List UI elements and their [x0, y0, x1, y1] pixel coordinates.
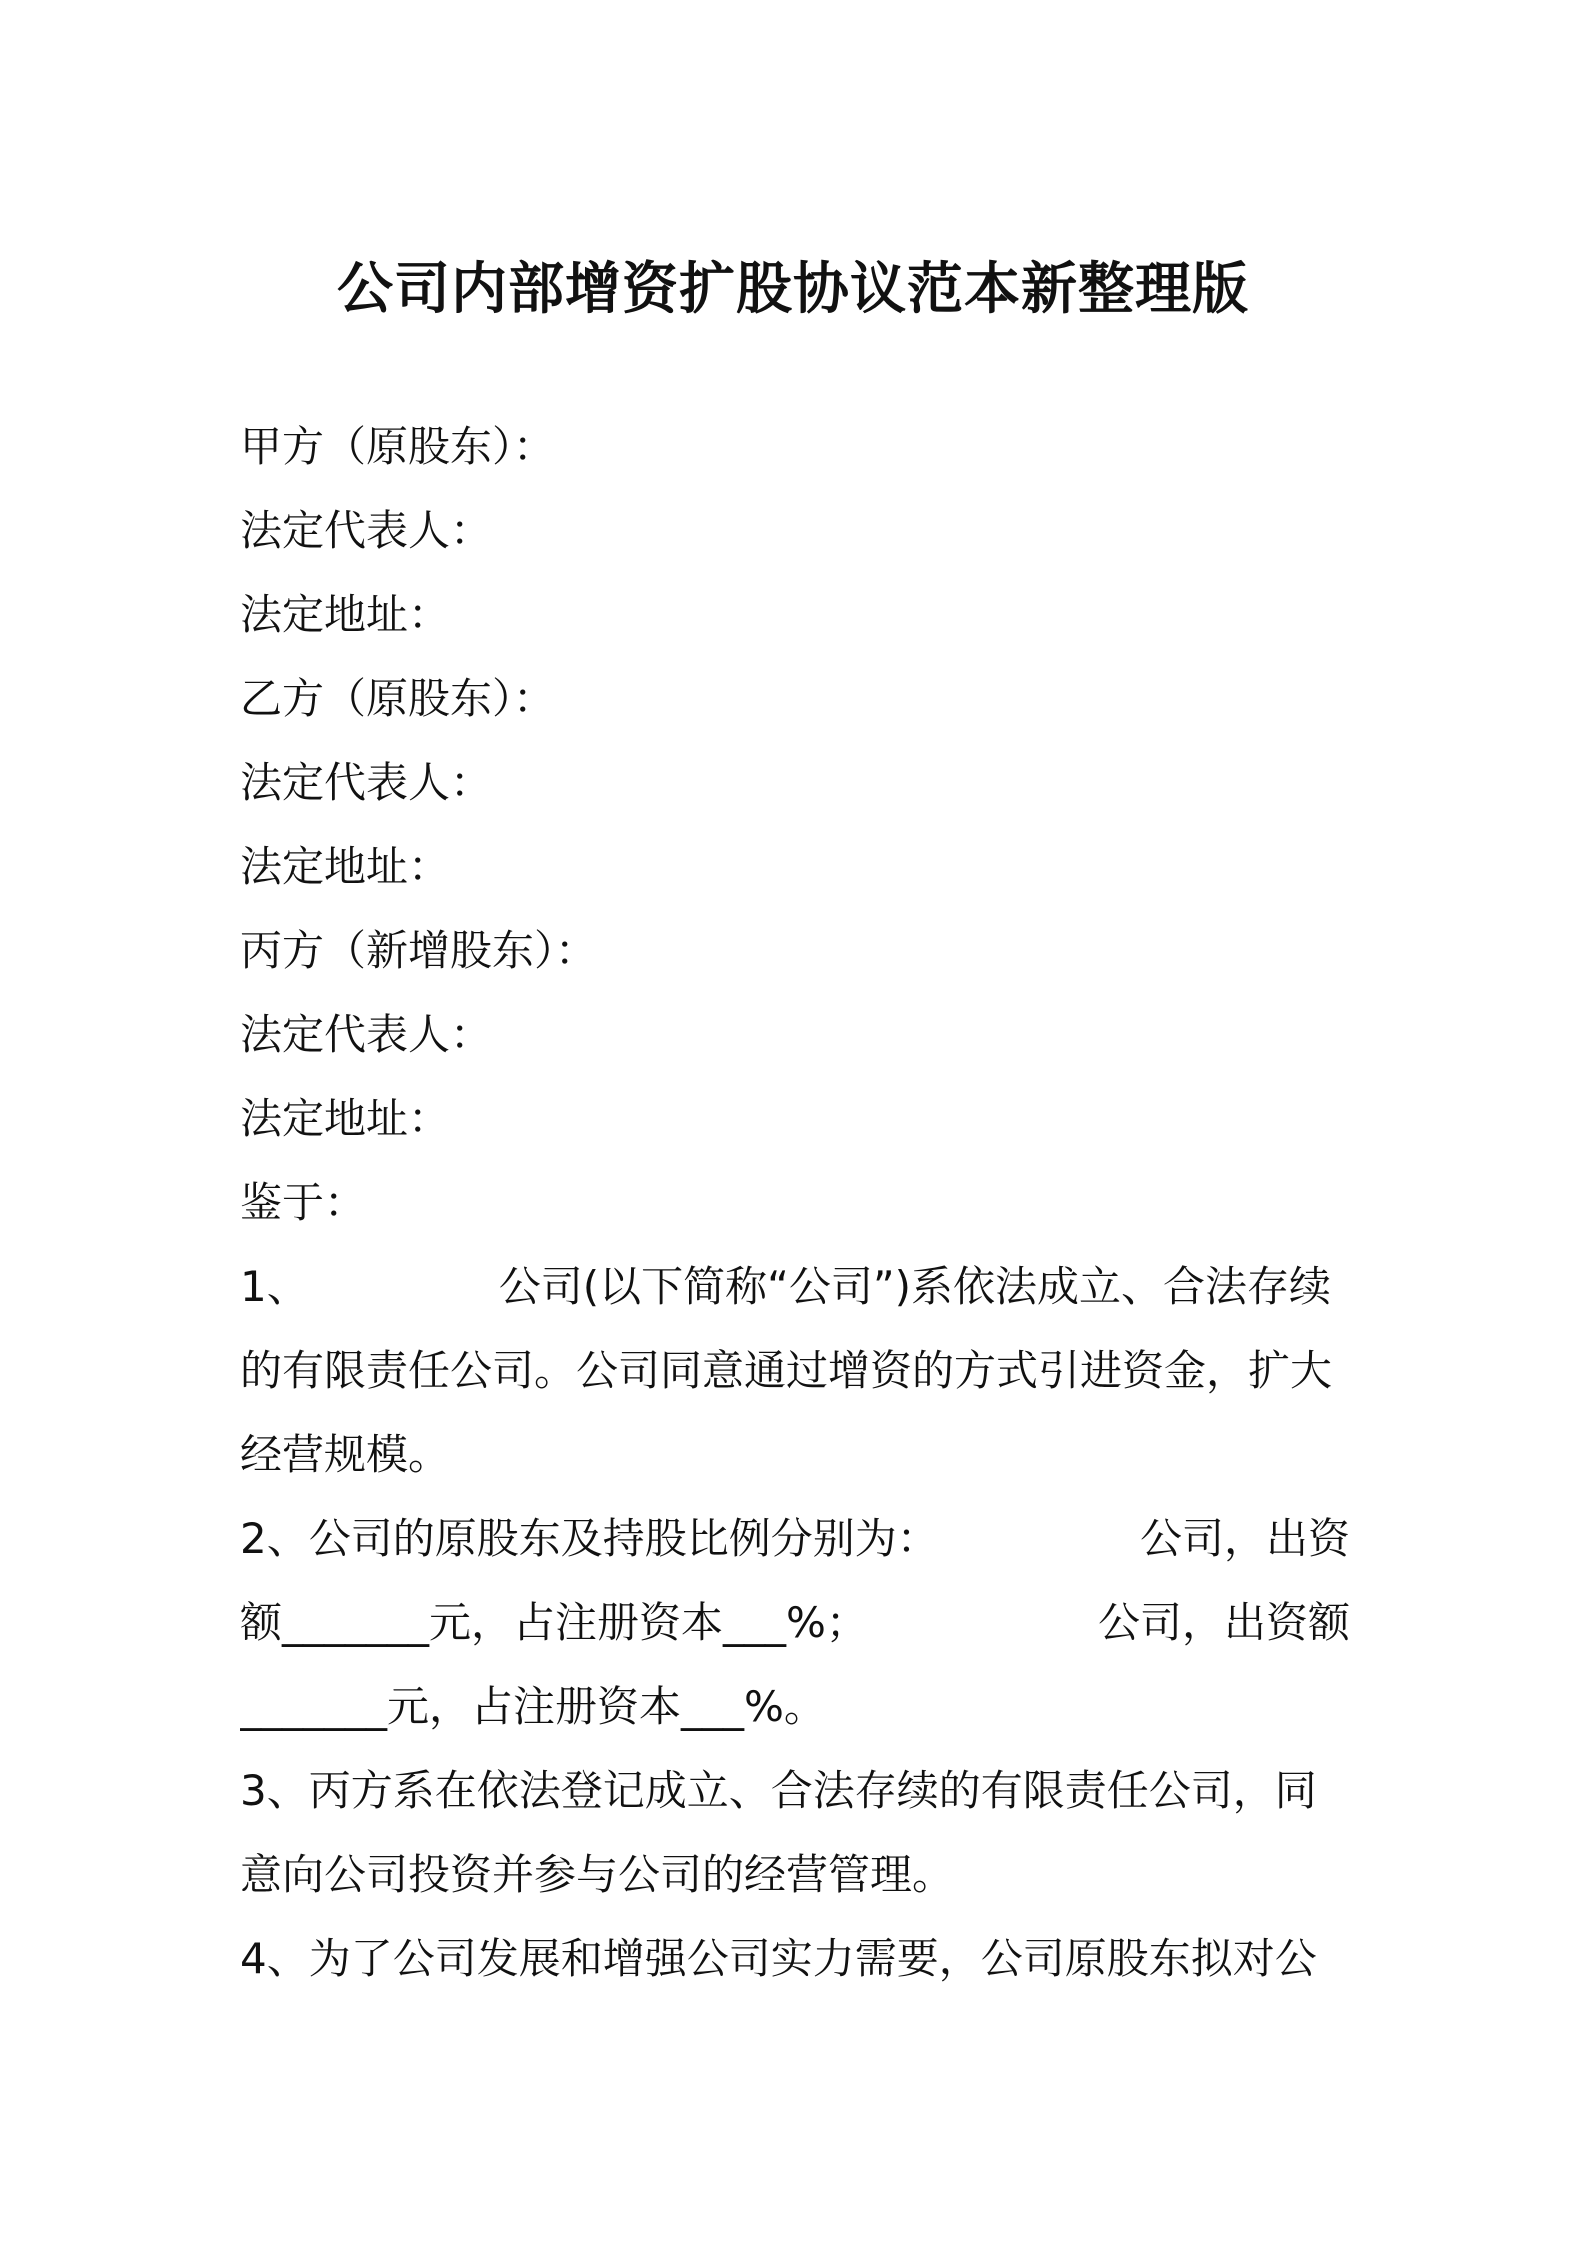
party-b-heading: 乙方（原股东）：: [240, 674, 556, 723]
clause-2-text: 2、公司的原股东及持股比例分别为：: [240, 1514, 939, 1563]
party-c-address: 法定地址：: [240, 1094, 451, 1143]
clause-2-tail: 公司，出资: [1139, 1514, 1350, 1563]
clause-4-line-1: 4、为了公司发展和增强公司实力需要，公司原股东拟对公: [240, 1934, 1317, 1983]
clause-2-amount-a: 额_______元，占注册资本___%；: [240, 1598, 868, 1647]
party-c-representative: 法定代表人：: [240, 1010, 493, 1059]
clause-1-number: 1、: [240, 1262, 309, 1311]
document-body: [240, 405, 1350, 2001]
clause-2-line-2: [240, 1581, 1350, 1665]
clause-2-company-b: 公司，出资额: [1097, 1598, 1350, 1647]
party-a-heading: 甲方（原股东）：: [240, 422, 556, 471]
clause-1-line-2: 的有限责任公司。公司同意通过增资的方式引进资金，扩大: [240, 1346, 1333, 1395]
whereas-heading: 鉴于：: [240, 1178, 367, 1227]
party-a-address: 法定地址：: [240, 590, 451, 639]
clause-1-text: 公司(以下简称“公司”)系依法成立、合法存续: [498, 1262, 1332, 1311]
party-b-address: 法定地址：: [240, 842, 451, 891]
document-title: 公司内部增资扩股协议范本新整理版: [337, 257, 1249, 322]
clause-2-line-1: [240, 1497, 1350, 1581]
party-b-representative: 法定代表人：: [240, 758, 493, 807]
clause-1-line-1: [240, 1245, 1350, 1329]
clause-1-line-3: 经营规模。: [240, 1430, 451, 1479]
clause-3-line-1: 3、丙方系在依法登记成立、合法存续的有限责任公司，同: [240, 1766, 1317, 1815]
clause-3-line-2: 意向公司投资并参与公司的经营管理。: [240, 1850, 955, 1899]
clause-2-line-3: _______元，占注册资本___%。: [240, 1682, 826, 1731]
party-a-representative: 法定代表人：: [240, 506, 493, 555]
party-c-heading: 丙方（新增股东）：: [240, 926, 598, 975]
